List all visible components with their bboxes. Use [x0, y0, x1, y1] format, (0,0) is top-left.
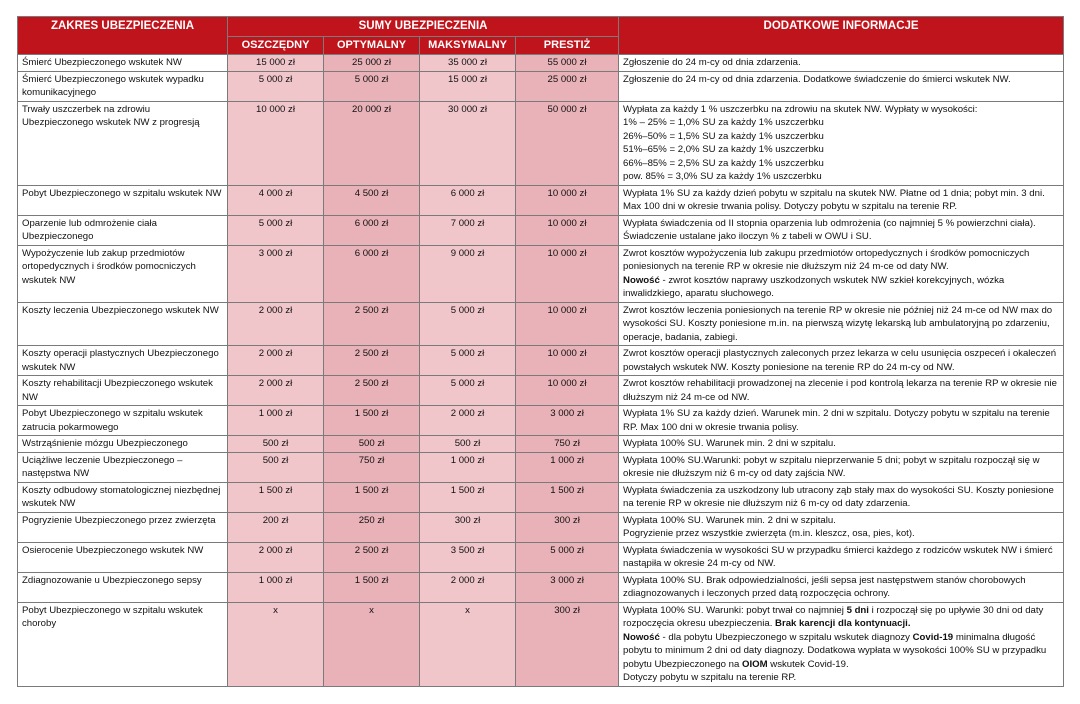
sum-value-cell: x [228, 602, 324, 686]
sum-value-cell: 10 000 zł [228, 101, 324, 185]
sum-value-cell: 30 000 zł [420, 101, 516, 185]
info-text: Zwrot kosztów rehabilitacji prowadzonej na zlecenie i pod kontrolą lekarza na terenie RP w okresie nie dłuższym niż 24 m-ce od NW. [623, 378, 1057, 403]
coverage-name: Koszty operacji plastycznych Ubezpieczonego wskutek NW [18, 346, 228, 376]
sum-value-cell: 300 zł [420, 512, 516, 542]
info-text: Wypłata 100% SU.Warunki: pobyt w szpitalu nieprzerwanie 5 dni; pobyt w szpitalu rozpoczął się w okresie nie dłuższym niż 6 m-cy od daty zajścia NW. [623, 454, 1040, 479]
header-variant: MAKSYMALNY [420, 37, 516, 55]
info-line [623, 544, 1059, 571]
info-text: Pogryzienie przez wszystkie zwierzęta (m.in. kleszcz, osa, pies, kot). [623, 528, 915, 539]
sum-value-cell: 35 000 zł [420, 55, 516, 72]
info-line [623, 671, 1059, 685]
info-line [623, 187, 1059, 214]
sum-value-cell: 5 000 zł [228, 215, 324, 245]
info-text: Wypłata świadczenia od II stopnia oparzenia lub odmrożenia (co najmniej 5 % powierzchni ciała). Świadczenie ustalane jako iloczyn % z tabeli w OWU i SU. [623, 217, 1036, 242]
sum-value-cell: 300 zł [516, 602, 619, 686]
sum-value-cell: 15 000 zł [420, 71, 516, 101]
header-variant: PRESTIŻ [516, 37, 619, 55]
sum-value-cell: 5 000 zł [420, 346, 516, 376]
coverage-name: Koszty odbudowy stomatologicznej niezbędnej wskutek NW [18, 482, 228, 512]
sum-value-cell: 1 500 zł [324, 572, 420, 602]
sum-value-cell: 2 000 zł [420, 572, 516, 602]
info-text: 26%–50% = 1,5% SU za każdy 1% uszczerbku [623, 130, 824, 142]
info-text: 1% – 25% = 1,0% SU za każdy 1% uszczerbku [623, 117, 824, 128]
info-bold-text: Nowość [623, 631, 660, 643]
sum-value-cell: 2 500 zł [324, 346, 420, 376]
table-row [18, 512, 1064, 542]
table-row [18, 101, 1064, 185]
sum-value-cell: 2 500 zł [324, 542, 420, 572]
table-row [18, 245, 1064, 302]
info-text: Wypłata 1% SU za każdy dzień pobytu w szpitalu na skutek NW. Płatne od 1 dnia; pobyt min. 3 dni. Max 100 dni w okresie trwania polisy. Dotyczy pobytu w szpitalu na terenie RP. [623, 187, 1045, 212]
table-row [18, 572, 1064, 602]
sum-value-cell: 1 000 zł [420, 452, 516, 482]
sum-value-cell: 15 000 zł [228, 55, 324, 72]
info-text: - dla pobytu Ubezpieczonego w szpitalu wskutek diagnozy [659, 631, 913, 643]
coverage-name: Trwały uszczerbek na zdrowiu Ubezpieczonego wskutek NW z progresją [18, 101, 228, 185]
table-row [18, 71, 1064, 101]
sum-value-cell: 500 zł [228, 436, 324, 453]
info-line [623, 157, 1059, 171]
sum-value-cell: 9 000 zł [420, 245, 516, 302]
info-text: Zgłoszenie do 24 m-cy od dnia zdarzenia. [623, 57, 801, 68]
sum-value-cell: 10 000 zł [516, 302, 619, 346]
info-line [623, 143, 1059, 157]
additional-info [619, 215, 1064, 245]
sum-value-cell: 500 zł [228, 452, 324, 482]
sum-value-cell: 5 000 zł [516, 542, 619, 572]
sum-value-cell: 5 000 zł [228, 71, 324, 101]
additional-info [619, 512, 1064, 542]
additional-info [619, 71, 1064, 101]
additional-info [619, 452, 1064, 482]
sum-value-cell: 2 000 zł [228, 542, 324, 572]
table-row [18, 376, 1064, 406]
sum-value-cell: 1 500 zł [228, 482, 324, 512]
additional-info [619, 542, 1064, 572]
header-variant: OSZCZĘDNY [228, 37, 324, 55]
sum-value-cell: 4 500 zł [324, 185, 420, 215]
coverage-name: Śmierć Ubezpieczonego wskutek NW [18, 55, 228, 72]
info-line [623, 56, 1059, 70]
table-body [18, 55, 1064, 687]
sum-value-cell: 1 000 zł [228, 572, 324, 602]
sum-value-cell: 250 zł [324, 512, 420, 542]
coverage-name: Wstrząśnienie mózgu Ubezpieczonego [18, 436, 228, 453]
sum-value-cell: x [324, 602, 420, 686]
additional-info [619, 346, 1064, 376]
sum-value-cell: 10 000 zł [516, 376, 619, 406]
info-text: Wypłata za każdy 1 % uszczerbku na zdrowiu na skutek NW. Wypłaty w wysokości: [623, 103, 978, 115]
additional-info [619, 185, 1064, 215]
sum-value-cell: 5 000 zł [420, 376, 516, 406]
sum-value-cell: 6 000 zł [324, 245, 420, 302]
info-line [623, 631, 1059, 672]
table-row [18, 436, 1064, 453]
coverage-name: Koszty rehabilitacji Ubezpieczonego wskutek NW [18, 376, 228, 406]
info-text: i rozpoczął się po upływie 30 dni od daty rozpoczęcia okresu ubezpieczenia. [623, 604, 1044, 629]
coverage-name: Wypożyczenie lub zakup przedmiotów ortopedycznych i środków pomocniczych wskutek NW [18, 245, 228, 302]
table-row [18, 215, 1064, 245]
sum-value-cell: 1 500 zł [324, 482, 420, 512]
sum-value-cell: 10 000 zł [516, 215, 619, 245]
additional-info [619, 572, 1064, 602]
sum-value-cell: 4 000 zł [228, 185, 324, 215]
sum-value-cell: 6 000 zł [420, 185, 516, 215]
info-text: Wypłata 1% SU za każdy dzień. Warunek min. 2 dni w szpitalu. Dotyczy pobytu w szpitalu na terenie RP. Max 100 dni w okresie trwania polisy. [623, 408, 1050, 433]
sum-value-cell: 1 000 zł [228, 406, 324, 436]
sum-value-cell: x [420, 602, 516, 686]
sum-value-cell: 3 000 zł [516, 572, 619, 602]
info-text: Wypłata świadczenia za uszkodzony lub utracony ząb stały max do wysokości SU. Koszty poniesione na terenie RP w okresie nie dłuższym niż 6 m-cy od daty zdarzenia. [623, 484, 1054, 509]
sum-value-cell: 2 000 zł [228, 302, 324, 346]
sum-value-cell: 25 000 zł [516, 71, 619, 101]
info-text: minimalna długość pobytu to minimum 2 dni od daty diagnozy. Dodatkowa wypłata w wysokości 100% SU w przypadku pobytu Ubezpieczonego na [623, 631, 1047, 670]
sum-value-cell: 750 zł [324, 452, 420, 482]
additional-info [619, 436, 1064, 453]
additional-info [619, 245, 1064, 302]
info-text: Wypłata 100% SU. Warunki: pobyt trwał co najmniej [623, 604, 847, 616]
sum-value-cell: 1 500 zł [516, 482, 619, 512]
coverage-name: Pobyt Ubezpieczonego w szpitalu wskutek NW [18, 185, 228, 215]
sum-value-cell: 7 000 zł [420, 215, 516, 245]
coverage-name: Koszty leczenia Ubezpieczonego wskutek NW [18, 302, 228, 346]
sum-value-cell: 2 000 zł [228, 346, 324, 376]
table-row [18, 452, 1064, 482]
info-text: - zwrot kosztów naprawy uszkodzonych wskutek NW szkieł korekcyjnych, wózka inwalidzkiego, aparatu słuchowego. [623, 274, 1005, 299]
info-line [623, 103, 1059, 117]
info-line [623, 527, 1059, 541]
coverage-name: Zdiagnozowanie u Ubezpieczonego sepsy [18, 572, 228, 602]
info-bold-text: 5 dni [846, 604, 869, 616]
info-text: Wypłata 100% SU. Brak odpowiedzialności, jeśli sepsa jest następstwem stanów chorobowych zdiagnozowanych i leczonych przed datą rozpoczęcia ochrony. [623, 574, 1026, 599]
additional-info [619, 302, 1064, 346]
sum-value-cell: 20 000 zł [324, 101, 420, 185]
additional-info [619, 376, 1064, 406]
info-line [623, 454, 1059, 481]
table-row [18, 482, 1064, 512]
additional-info [619, 482, 1064, 512]
info-line [623, 484, 1059, 511]
table-row [18, 185, 1064, 215]
info-line [623, 116, 1059, 130]
sum-value-cell: 1 500 zł [420, 482, 516, 512]
coverage-name: Osierocenie Ubezpieczonego wskutek NW [18, 542, 228, 572]
info-text: wskutek Covid-19. [767, 658, 849, 670]
info-line [623, 514, 1059, 528]
info-text: Zwrot kosztów wypożyczenia lub zakupu przedmiotów ortopedycznych i środków pomocniczych poniesionych na terenie RP w okresie nie dłuższym niż 24 m-ce od daty NW. [623, 247, 1030, 272]
sum-value-cell: 50 000 zł [516, 101, 619, 185]
info-bold-text: OIOM [742, 658, 768, 670]
info-line [623, 304, 1059, 345]
info-line [623, 130, 1059, 144]
table-row [18, 542, 1064, 572]
coverage-name: Oparzenie lub odmrożenie ciała Ubezpieczonego [18, 215, 228, 245]
coverage-name: Pobyt Ubezpieczonego w szpitalu wskutek zatrucia pokarmowego [18, 406, 228, 436]
header-sumy: SUMY UBEZPIECZENIA [228, 17, 619, 37]
info-text: Wypłata 100% SU. Warunek min. 2 dni w szpitalu. [623, 514, 836, 526]
info-text: Dotyczy pobytu w szpitalu na terenie RP. [623, 672, 797, 683]
sum-value-cell: 3 000 zł [516, 406, 619, 436]
sum-value-cell: 55 000 zł [516, 55, 619, 72]
info-line [623, 437, 1059, 451]
header-dodatkowe: DODATKOWE INFORMACJE [619, 17, 1064, 55]
sum-value-cell: 2 000 zł [420, 406, 516, 436]
sum-value-cell: 10 000 zł [516, 245, 619, 302]
sum-value-cell: 1 000 zł [516, 452, 619, 482]
info-line [623, 73, 1059, 87]
coverage-name: Pobyt Ubezpieczonego w szpitalu wskutek choroby [18, 602, 228, 686]
sum-value-cell: 2 500 zł [324, 376, 420, 406]
info-line [623, 574, 1059, 601]
header-zakres: ZAKRES UBEZPIECZENIA [18, 17, 228, 55]
table-row [18, 602, 1064, 686]
info-line [623, 407, 1059, 434]
info-line [623, 604, 1059, 631]
sum-value-cell: 500 zł [324, 436, 420, 453]
sum-value-cell: 6 000 zł [324, 215, 420, 245]
additional-info [619, 406, 1064, 436]
info-text: Zwrot kosztów leczenia poniesionych na terenie RP w okresie nie później niż 24 m-ce od NW max do wysokości SU. Koszty poniesione m.in. na pierwszą wizytę lekarską lub ambulatoryjną po zdarzeniu, operacje, badania, zabiegi. [623, 304, 1053, 343]
info-text: Wypłata świadczenia w wysokości SU w przypadku śmierci każdego z rodziców wskutek NW i śmierć nastąpiła w okresie 24 m-cy od NW. [623, 544, 1053, 569]
additional-info [619, 101, 1064, 185]
insurance-table [17, 16, 1064, 687]
info-text: Wypłata 100% SU. Warunek min. 2 dni w szpitalu. [623, 438, 836, 449]
info-text: 66%–85% = 2,5% SU za każdy 1% uszczerbku [623, 157, 824, 169]
info-bold-text: Brak karencji dla kontynuacji. [775, 618, 911, 629]
sum-value-cell: 500 zł [420, 436, 516, 453]
additional-info [619, 55, 1064, 72]
table-row [18, 406, 1064, 436]
additional-info [619, 602, 1064, 686]
header-variant: OPTYMALNY [324, 37, 420, 55]
header-row-top [18, 17, 1064, 37]
info-text: Zwrot kosztów operacji plastycznych zaleconych przez lekarza w celu usunięcia oszpeceń i okaleczeń powstałych wskutek NW. Koszty poniesione na terenie RP do 24 m-cy od NW. [623, 348, 1057, 373]
info-line [623, 377, 1059, 404]
sum-value-cell: 750 zł [516, 436, 619, 453]
info-line [623, 274, 1059, 301]
info-text: 51%–65% = 2,0% SU za każdy 1% uszczerbku [623, 144, 824, 155]
sum-value-cell: 5 000 zł [420, 302, 516, 346]
info-line [623, 347, 1059, 374]
sum-value-cell: 2 500 zł [324, 302, 420, 346]
sum-value-cell: 10 000 zł [516, 185, 619, 215]
info-text: pow. 85% = 3,0% SU za każdy 1% uszczerbku [623, 171, 822, 182]
sum-value-cell: 1 500 zł [324, 406, 420, 436]
info-text: Zgłoszenie do 24 m-cy od dnia zdarzenia. Dodatkowe świadczenie do śmierci wskutek NW. [623, 73, 1011, 85]
info-line [623, 247, 1059, 274]
sum-value-cell: 2 000 zł [228, 376, 324, 406]
info-line [623, 170, 1059, 184]
sum-value-cell: 3 000 zł [228, 245, 324, 302]
coverage-name: Pogryzienie Ubezpieczonego przez zwierzęta [18, 512, 228, 542]
sum-value-cell: 10 000 zł [516, 346, 619, 376]
table-row [18, 302, 1064, 346]
info-bold-text: Nowość [623, 274, 660, 286]
table-row [18, 346, 1064, 376]
sum-value-cell: 300 zł [516, 512, 619, 542]
info-bold-text: Covid-19 [912, 631, 954, 643]
insurance-table-container [17, 16, 1063, 687]
coverage-name: Śmierć Ubezpieczonego wskutek wypadku komunikacyjnego [18, 71, 228, 101]
coverage-name: Uciążliwe leczenie Ubezpieczonego – następstwa NW [18, 452, 228, 482]
sum-value-cell: 5 000 zł [324, 71, 420, 101]
info-line [623, 217, 1059, 244]
sum-value-cell: 3 500 zł [420, 542, 516, 572]
sum-value-cell: 25 000 zł [324, 55, 420, 72]
sum-value-cell: 200 zł [228, 512, 324, 542]
table-row [18, 55, 1064, 72]
